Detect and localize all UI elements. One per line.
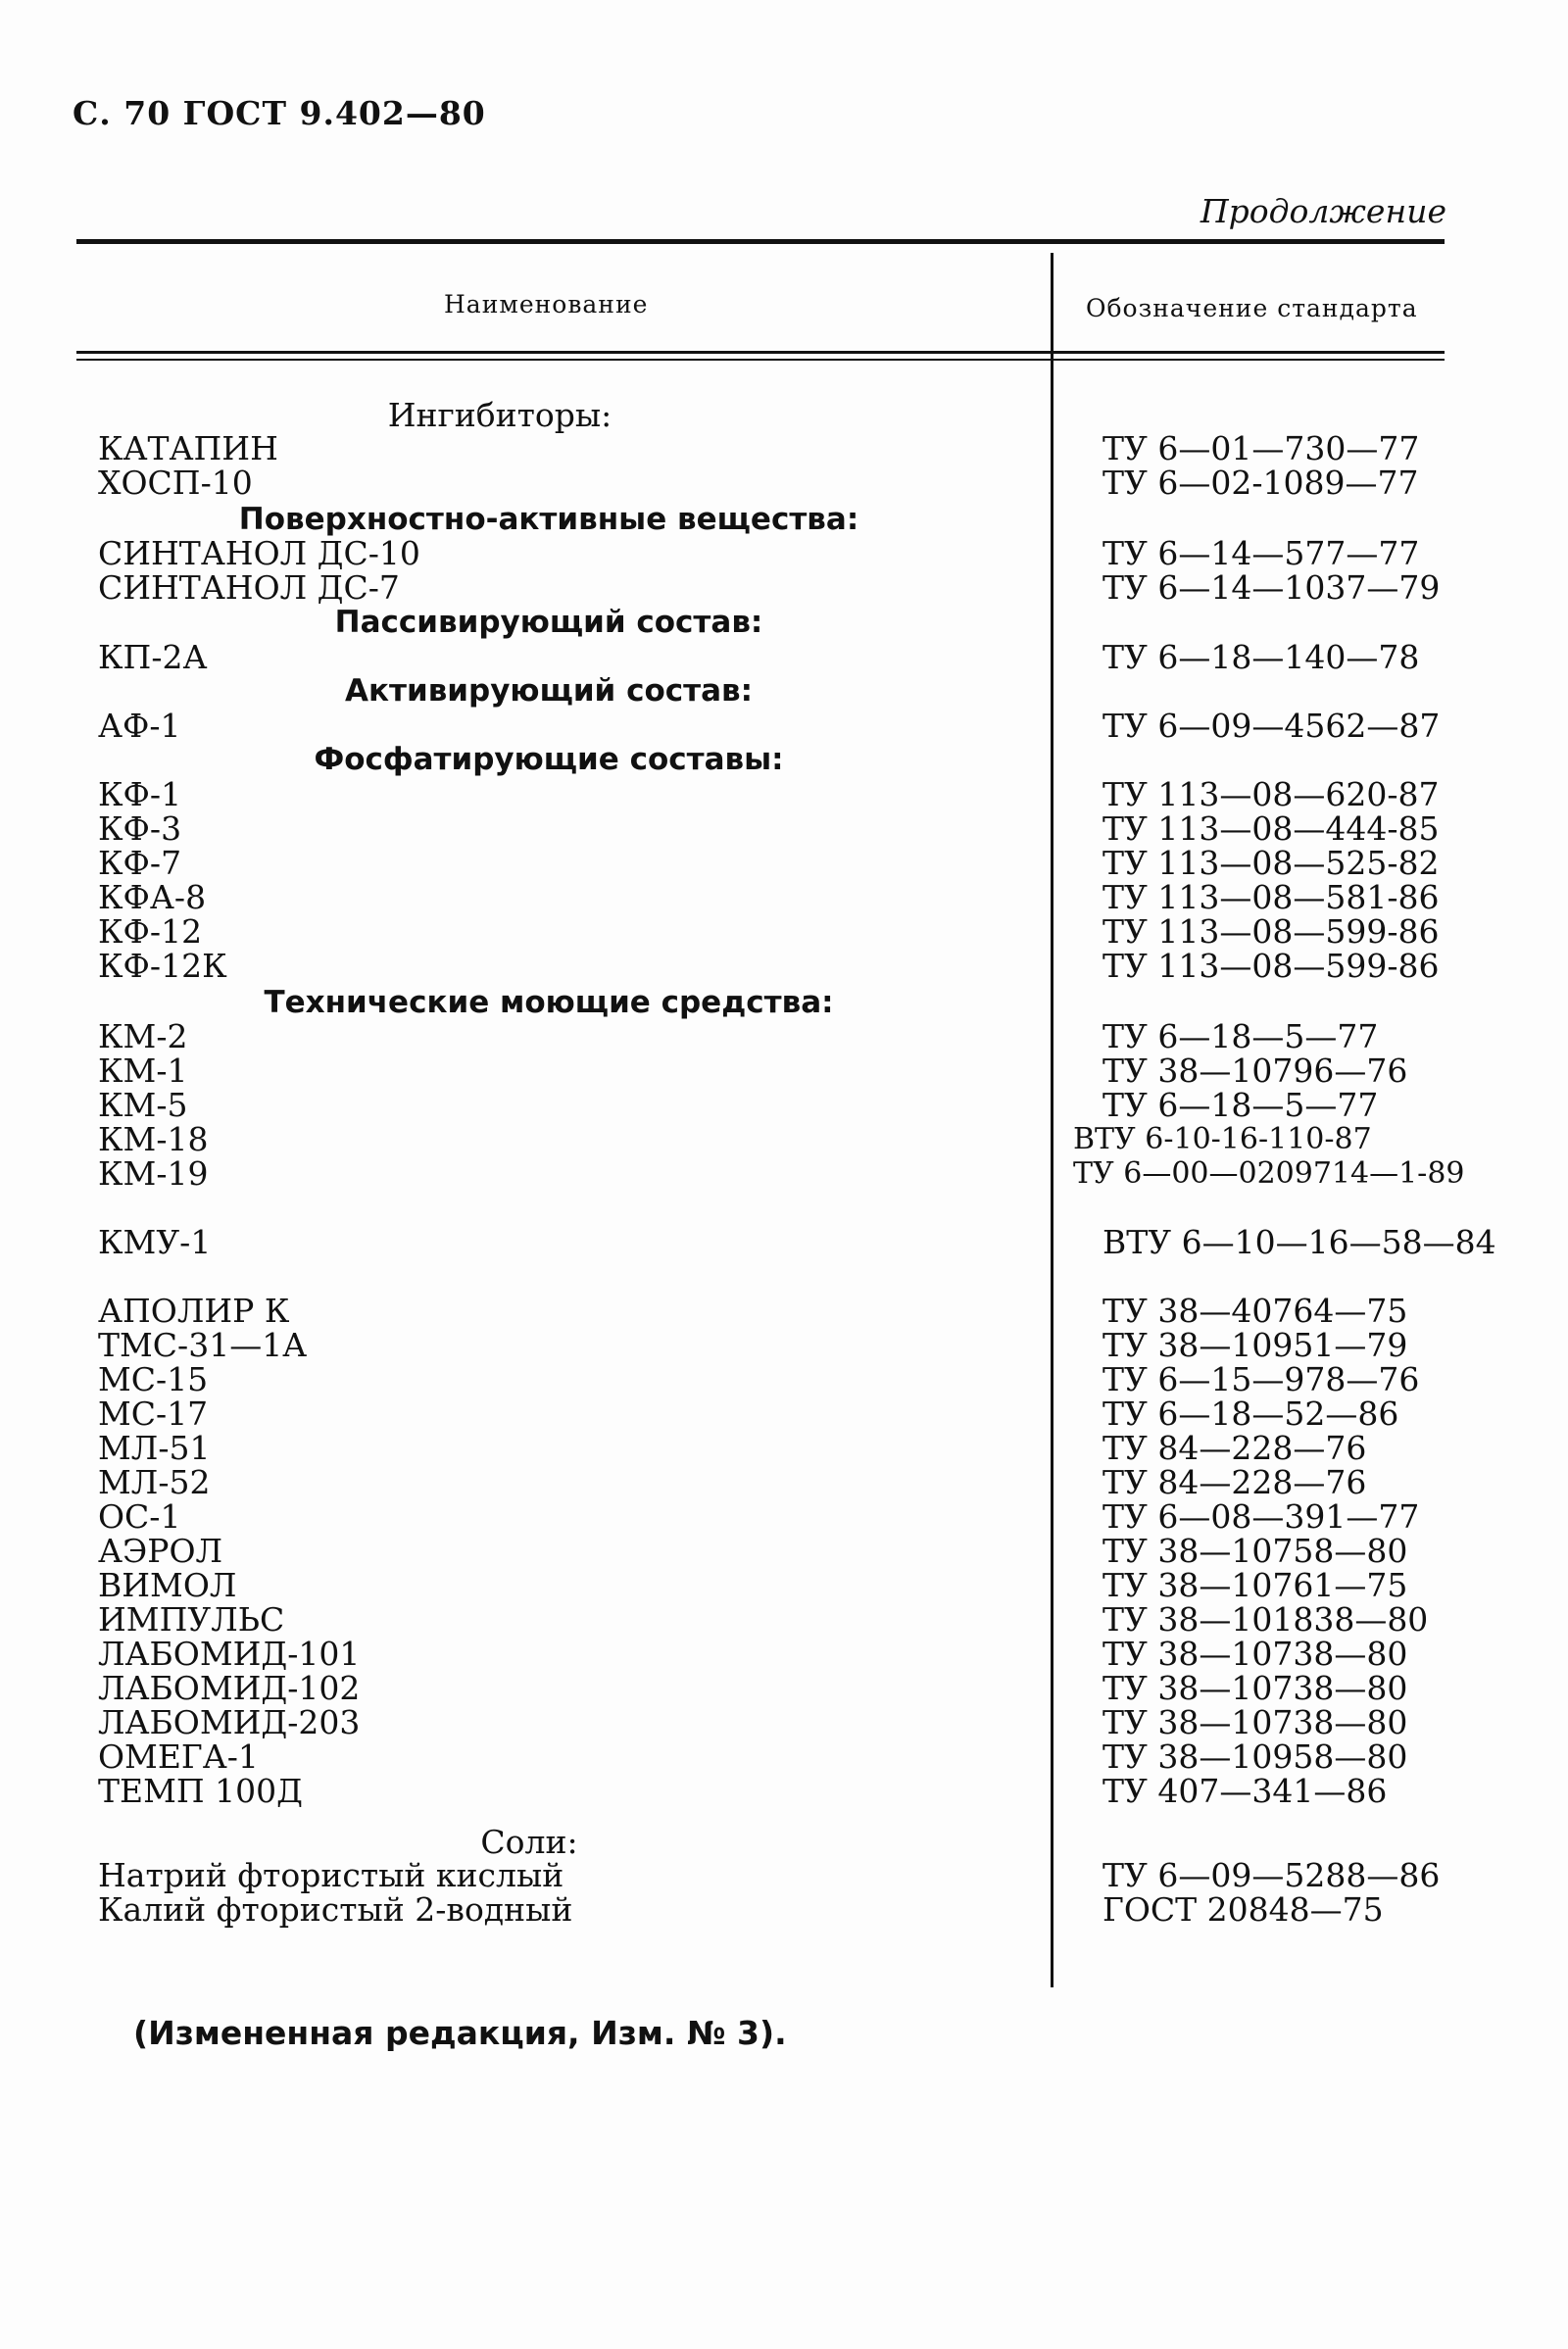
table-row-name: АФ-1 [98,707,181,745]
table-row-standard: ТУ 6—02-1089—77 [1102,464,1419,502]
table-row-name: МЛ-51 [98,1429,211,1467]
table-row-standard: ТУ 113—08—581-86 [1102,878,1440,916]
table-row-name: КМ-2 [98,1017,188,1055]
table-row-standard: ТУ 38—10796—76 [1102,1052,1408,1090]
table-row-name: Натрий фтористый кислый [98,1856,564,1894]
table-row-standard: ТУ 113—08—599-86 [1102,912,1440,951]
table-top-rule [76,239,1445,244]
table-row-standard: ТУ 6—09—5288—86 [1102,1856,1441,1894]
table-row-name: СИНТАНОЛ ДС-10 [98,534,420,572]
table-row-standard: ГОСТ 20848—75 [1102,1890,1384,1929]
table-row-name: АПОЛИР К [98,1292,290,1330]
table-row-name: КФ-3 [98,809,182,848]
table-row-name: КМ-18 [98,1120,209,1158]
table-row-name: КМ-19 [98,1154,209,1193]
table-row-name: ОС-1 [98,1497,181,1536]
group-title: Поверхностно-активные вещества: [238,502,859,537]
table-row-name: ЛАБОМИД-101 [98,1635,361,1673]
table-row-standard: ТУ 38—40764—75 [1102,1292,1408,1330]
table-row-standard: ТУ 6—09—4562—87 [1102,707,1441,745]
table-row-standard: ТУ 407—341—86 [1102,1772,1388,1810]
group-title: Ингибиторы: [387,396,612,434]
table-row-standard: ТУ 38—10738—80 [1102,1669,1408,1707]
table-row-standard: ТУ 6—08—391—77 [1102,1497,1420,1536]
table-row-name: МС-17 [98,1395,209,1433]
table-row-name: Калий фтористый 2-водный [98,1890,573,1929]
group-title: Активирующий состав: [344,673,754,709]
table-row-name: ЛАБОМИД-203 [98,1703,361,1741]
table-row-name: ЛАБОМИД-102 [98,1669,361,1707]
table-row-standard: ТУ 6—18—140—78 [1102,638,1420,676]
group-title: Пассивирующий состав: [334,605,763,640]
header-rule-1 [76,351,1445,354]
table-row-standard: ТУ 113—08—620-87 [1102,775,1440,813]
table-row-standard: ТУ 6—01—730—77 [1102,429,1420,467]
table-row-standard: ТУ 6—14—1037—79 [1102,568,1441,607]
group-title: Соли: [480,1823,578,1861]
group-title: Технические моющие средства: [264,985,834,1020]
table-row-name: КФА-8 [98,878,207,916]
table-row-standard: ТУ 84—228—76 [1102,1463,1367,1501]
table-row-name: ТМС-31—1А [98,1326,308,1364]
table-row-standard: ТУ 6—00—0209714—1-89 [1073,1156,1465,1191]
table-row-standard: ТУ 6—18—5—77 [1102,1086,1379,1124]
table-row-standard: ТУ 38—10958—80 [1102,1737,1408,1776]
amendment-note: (Измененная редакция, Изм. № 3). [133,2014,787,2052]
table-row-standard: ТУ 6—18—52—86 [1102,1395,1399,1433]
table-row-name: КФ-12К [98,947,227,985]
continuation-label: Продолжение [1200,192,1446,230]
table-row-standard: ТУ 113—08—444-85 [1102,809,1440,848]
table-row-name: КП-2А [98,638,208,676]
table-row-standard: ТУ 84—228—76 [1102,1429,1367,1467]
table-row-name: КМ-5 [98,1086,188,1124]
page-header: С. 70 ГОСТ 9.402—80 [73,94,486,132]
table-row-standard: ВТУ 6—10—16—58—84 [1102,1223,1496,1261]
table-row-name: АЭРОЛ [98,1532,223,1570]
table-row-standard: ТУ 113—08—599-86 [1102,947,1440,985]
group-title: Фосфатирующие составы: [314,742,784,777]
table-row-standard: ТУ 38—10738—80 [1102,1703,1408,1741]
table-row-name: КФ-7 [98,844,182,882]
table-row-standard: ТУ 6—18—5—77 [1102,1017,1379,1055]
header-rule-2 [76,359,1445,361]
table-row-name: КФ-12 [98,912,203,951]
table-row-standard: ТУ 38—10738—80 [1102,1635,1408,1673]
table-row-name: КМУ-1 [98,1223,212,1261]
column-divider [1051,253,1054,1987]
table-row-standard: ТУ 113—08—525-82 [1102,844,1440,882]
table-row-name: ОМЕГА-1 [98,1737,259,1776]
table-row-name: СИНТАНОЛ ДС-7 [98,568,400,607]
table-row-standard: ТУ 38—10758—80 [1102,1532,1408,1570]
table-row-name: КАТАПИН [98,429,278,467]
table-row-standard: ТУ 6—14—577—77 [1102,534,1420,572]
table-row-standard: ВТУ 6-10-16-110-87 [1073,1122,1372,1156]
table-row-standard: ТУ 38—10761—75 [1102,1566,1408,1604]
table-row-name: МС-15 [98,1360,209,1398]
column-header-standard: Обозначение стандарта [1086,294,1418,322]
table-row-standard: ТУ 6—15—978—76 [1102,1360,1420,1398]
column-header-name: Наименование [444,290,649,318]
table-row-name: ИМПУЛЬС [98,1600,285,1639]
table-row-standard: ТУ 38—101838—80 [1102,1600,1429,1639]
table-row-name: МЛ-52 [98,1463,211,1501]
table-row-name: ТЕМП 100Д [98,1772,303,1810]
table-row-name: КМ-1 [98,1052,188,1090]
table-row-name: ВИМОЛ [98,1566,237,1604]
table-row-name: ХОСП-10 [98,464,253,502]
table-row-name: КФ-1 [98,775,182,813]
table-row-standard: ТУ 38—10951—79 [1102,1326,1408,1364]
